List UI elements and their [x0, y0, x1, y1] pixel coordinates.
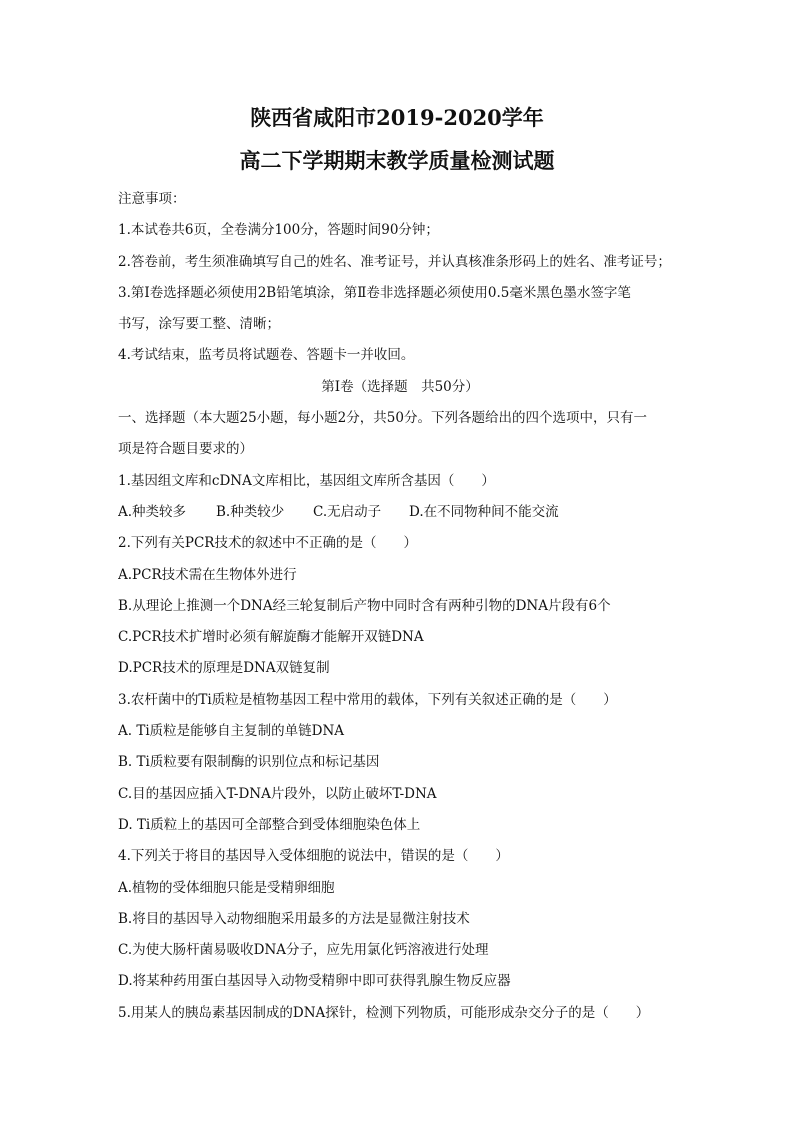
option-a: A. Ti质粒是能够自主复制的单链DNA	[118, 723, 345, 740]
question-stem: 4.下列关于将目的基因导入受体细胞的说法中，错误的是（ ）	[118, 848, 509, 865]
option-b: B. Ti质粒要有限制酶的识别位点和标记基因	[118, 754, 380, 771]
question-stem: 2.下列有关PCR技术的叙述中不正确的是（ ）	[118, 535, 417, 552]
question-stem: 1.基因组文库和cDNA文库相比，基因组文库所含基因（ ）	[118, 472, 495, 489]
exam-content	[118, 184, 682, 1029]
option-b: B.将目的基因导入动物细胞采用最多的方法是显微注射技术	[118, 910, 470, 927]
option-c: C.无启动子	[313, 503, 382, 520]
option-d: D.PCR技术的原理是DNA双链复制	[118, 660, 330, 677]
exam-title-line2: 高二下学期期末教学质量检测试题	[239, 148, 555, 173]
option-d: D. Ti质粒上的基因可全部整合到受体细胞染色体上	[118, 816, 421, 833]
question-options-row	[118, 497, 682, 528]
option-b: B.从理论上推测一个DNA经三轮复制后产物中同时含有两种引物的DNA片段有6个	[118, 597, 611, 614]
section-instruction: 一、选择题（本大题25小题，每小题2分，共50分。下列各题给出的四个选项中，只有一	[118, 410, 647, 427]
notice-item: 3.第Ⅰ卷选择题必须使用2B铅笔填涂，第Ⅱ卷非选择题必须使用0.5毫米黑色墨水签字笔	[118, 284, 631, 301]
notice-item: 1.本试卷共6页，全卷满分100分，答题时间90分钟；	[118, 222, 439, 239]
exam-title-line1: 陕西省咸阳市2019-2020学年	[250, 105, 544, 130]
notice-heading: 注意事项：	[118, 191, 186, 207]
notice-item: 书写，涂写要工整、清晰；	[118, 316, 280, 333]
option-d: D.在不同物种间不能交流	[409, 503, 559, 520]
option-a: A.种类较多	[118, 503, 187, 520]
option-a: A.植物的受体细胞只能是受精卵细胞	[118, 879, 335, 896]
option-c: C.目的基因应插入T-DNA片段外，以防止破坏T-DNA	[118, 785, 437, 802]
section-title: 第Ⅰ卷（选择题 共50分）	[321, 378, 479, 395]
option-c: C.PCR技术扩增时必须有解旋酶才能解开双链DNA	[118, 629, 424, 646]
question-stem: 5.用某人的胰岛素基因制成的DNA探针，检测下列物质，可能形成杂交分子的是（ ）	[118, 1004, 650, 1021]
question-stem: 3.农杆菌中的Ti质粒是植物基因工程中常用的载体，下列有关叙述正确的是（ ）	[118, 691, 617, 708]
section-instruction: 项是符合题目要求的）	[118, 441, 253, 458]
option-b: B.种类较少	[216, 503, 285, 520]
option-a: A.PCR技术需在生物体外进行	[118, 566, 297, 583]
notice-item: 4.考试结束，监考员将试题卷、答题卡一并收回。	[118, 347, 415, 364]
notice-item: 2.答卷前，考生须准确填写自己的姓名、准考证号，并认真核准条形码上的姓名、准考证号；	[118, 253, 671, 270]
option-d: D.将某种药用蛋白基因导入动物受精卵中即可获得乳腺生物反应器	[118, 973, 511, 990]
option-c: C.为使大肠杆菌易吸收DNA分子，应先用氯化钙溶液进行处理	[118, 942, 489, 959]
